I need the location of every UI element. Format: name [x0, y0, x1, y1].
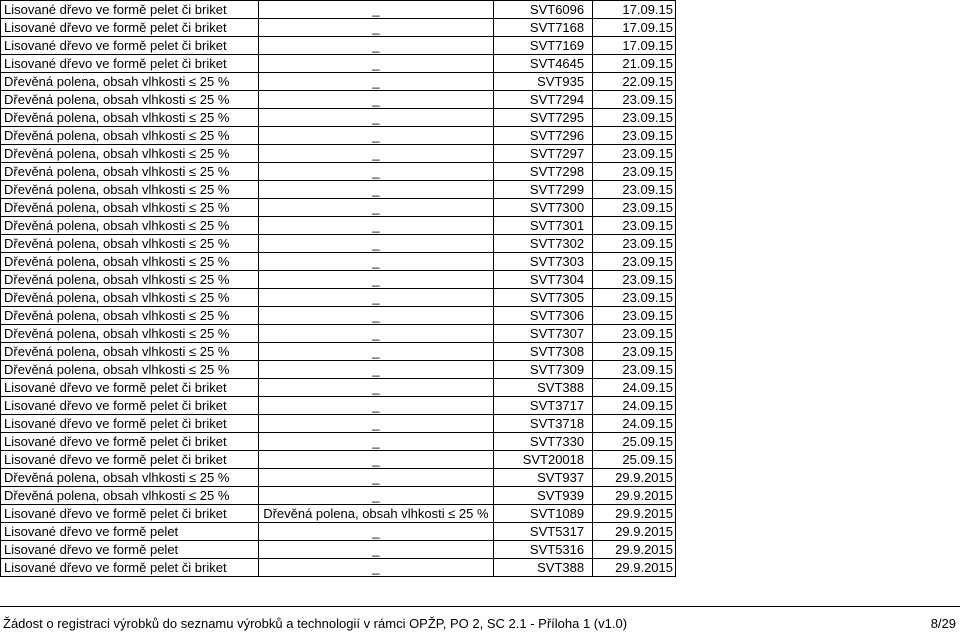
cell-svt-code: SVT3718 — [494, 415, 593, 433]
cell-secondary-type: _ — [258, 109, 493, 127]
cell-secondary-type: _ — [258, 379, 493, 397]
table-row — [1, 235, 676, 253]
table-row — [1, 523, 676, 541]
cell-product-type: Dřevěná polena, obsah vlhkosti ≤ 25 % — [1, 271, 259, 289]
table-row — [1, 199, 676, 217]
cell-secondary-type: _ — [258, 91, 493, 109]
table-row — [1, 559, 676, 577]
cell-product-type: Lisované dřevo ve formě pelet či briket — [1, 379, 259, 397]
cell-svt-code: SVT7330 — [494, 433, 593, 451]
cell-date: 23.09.15 — [593, 253, 676, 271]
cell-date: 23.09.15 — [593, 289, 676, 307]
cell-secondary-type: _ — [258, 37, 493, 55]
cell-svt-code: SVT7296 — [494, 127, 593, 145]
cell-product-type: Lisované dřevo ve formě pelet — [1, 541, 259, 559]
cell-svt-code: SVT5317 — [494, 523, 593, 541]
cell-date: 24.09.15 — [593, 379, 676, 397]
cell-date: 29.9.2015 — [593, 469, 676, 487]
cell-svt-code: SVT7304 — [494, 271, 593, 289]
cell-date: 23.09.15 — [593, 361, 676, 379]
cell-svt-code: SVT7300 — [494, 199, 593, 217]
footer-text: Žádost o registraci výrobků do seznamu výrobků a technologií v rámci OPŽP, PO 2, SC 2.1 - Příloha 1 (v1.0) — [3, 616, 628, 631]
cell-svt-code: SVT7305 — [494, 289, 593, 307]
cell-svt-code: SVT939 — [494, 487, 593, 505]
page-number: 8/29 — [930, 616, 956, 631]
cell-date: 24.09.15 — [593, 397, 676, 415]
cell-product-type: Dřevěná polena, obsah vlhkosti ≤ 25 % — [1, 253, 259, 271]
cell-secondary-type: _ — [258, 1, 493, 19]
table-row — [1, 343, 676, 361]
cell-date: 29.9.2015 — [593, 559, 676, 577]
table-row — [1, 55, 676, 73]
cell-product-type: Dřevěná polena, obsah vlhkosti ≤ 25 % — [1, 289, 259, 307]
table-row — [1, 19, 676, 37]
table-row — [1, 145, 676, 163]
table-row — [1, 415, 676, 433]
cell-svt-code: SVT20018 — [494, 451, 593, 469]
table-row — [1, 163, 676, 181]
cell-product-type: Dřevěná polena, obsah vlhkosti ≤ 25 % — [1, 361, 259, 379]
cell-svt-code: SVT3717 — [494, 397, 593, 415]
cell-svt-code: SVT388 — [494, 559, 593, 577]
cell-secondary-type: _ — [258, 55, 493, 73]
cell-svt-code: SVT7294 — [494, 91, 593, 109]
cell-product-type: Lisované dřevo ve formě pelet či briket — [1, 55, 259, 73]
cell-svt-code: SVT7297 — [494, 145, 593, 163]
cell-secondary-type: _ — [258, 235, 493, 253]
cell-product-type: Dřevěná polena, obsah vlhkosti ≤ 25 % — [1, 145, 259, 163]
cell-date: 17.09.15 — [593, 37, 676, 55]
cell-secondary-type: _ — [258, 271, 493, 289]
cell-secondary-type: _ — [258, 163, 493, 181]
table-row — [1, 37, 676, 55]
cell-secondary-type: _ — [258, 253, 493, 271]
cell-product-type: Dřevěná polena, obsah vlhkosti ≤ 25 % — [1, 91, 259, 109]
table-row — [1, 469, 676, 487]
cell-product-type: Dřevěná polena, obsah vlhkosti ≤ 25 % — [1, 235, 259, 253]
cell-secondary-type: _ — [258, 523, 493, 541]
cell-product-type: Lisované dřevo ve formě pelet či briket — [1, 19, 259, 37]
cell-date: 23.09.15 — [593, 109, 676, 127]
cell-date: 29.9.2015 — [593, 487, 676, 505]
table-row — [1, 217, 676, 235]
cell-date: 22.09.15 — [593, 73, 676, 91]
cell-secondary-type: _ — [258, 433, 493, 451]
table-row — [1, 361, 676, 379]
cell-product-type: Dřevěná polena, obsah vlhkosti ≤ 25 % — [1, 325, 259, 343]
cell-date: 23.09.15 — [593, 145, 676, 163]
table-row — [1, 181, 676, 199]
cell-svt-code: SVT7295 — [494, 109, 593, 127]
cell-date: 23.09.15 — [593, 91, 676, 109]
cell-secondary-type: _ — [258, 145, 493, 163]
cell-svt-code: SVT7306 — [494, 307, 593, 325]
cell-svt-code: SVT937 — [494, 469, 593, 487]
cell-date: 24.09.15 — [593, 415, 676, 433]
cell-date: 23.09.15 — [593, 181, 676, 199]
cell-product-type: Lisované dřevo ve formě pelet — [1, 523, 259, 541]
cell-product-type: Dřevěná polena, obsah vlhkosti ≤ 25 % — [1, 163, 259, 181]
cell-svt-code: SVT7307 — [494, 325, 593, 343]
cell-secondary-type: _ — [258, 487, 493, 505]
cell-date: 23.09.15 — [593, 127, 676, 145]
table-row — [1, 271, 676, 289]
cell-svt-code: SVT7169 — [494, 37, 593, 55]
cell-date: 23.09.15 — [593, 163, 676, 181]
table-row — [1, 307, 676, 325]
cell-product-type: Dřevěná polena, obsah vlhkosti ≤ 25 % — [1, 73, 259, 91]
cell-secondary-type: _ — [258, 289, 493, 307]
table-row — [1, 109, 676, 127]
cell-date: 23.09.15 — [593, 235, 676, 253]
table-row — [1, 73, 676, 91]
cell-product-type: Lisované dřevo ve formě pelet či briket — [1, 37, 259, 55]
table-row — [1, 433, 676, 451]
cell-svt-code: SVT7168 — [494, 19, 593, 37]
cell-svt-code: SVT7309 — [494, 361, 593, 379]
cell-product-type: Dřevěná polena, obsah vlhkosti ≤ 25 % — [1, 199, 259, 217]
cell-secondary-type: _ — [258, 217, 493, 235]
cell-secondary-type: _ — [258, 199, 493, 217]
cell-product-type: Lisované dřevo ve formě pelet či briket — [1, 451, 259, 469]
cell-product-type: Dřevěná polena, obsah vlhkosti ≤ 25 % — [1, 109, 259, 127]
cell-product-type: Dřevěná polena, obsah vlhkosti ≤ 25 % — [1, 217, 259, 235]
cell-date: 29.9.2015 — [593, 541, 676, 559]
cell-product-type: Lisované dřevo ve formě pelet či briket — [1, 559, 259, 577]
cell-product-type: Lisované dřevo ve formě pelet či briket — [1, 415, 259, 433]
cell-product-type: Dřevěná polena, obsah vlhkosti ≤ 25 % — [1, 307, 259, 325]
cell-product-type: Dřevěná polena, obsah vlhkosti ≤ 25 % — [1, 469, 259, 487]
cell-date: 23.09.15 — [593, 217, 676, 235]
cell-product-type: Lisované dřevo ve formě pelet či briket — [1, 433, 259, 451]
cell-secondary-type: _ — [258, 451, 493, 469]
table-row — [1, 379, 676, 397]
cell-svt-code: SVT935 — [494, 73, 593, 91]
cell-date: 23.09.15 — [593, 307, 676, 325]
cell-secondary-type: _ — [258, 397, 493, 415]
table-row — [1, 253, 676, 271]
cell-secondary-type: _ — [258, 73, 493, 91]
cell-product-type: Dřevěná polena, obsah vlhkosti ≤ 25 % — [1, 181, 259, 199]
cell-secondary-type: _ — [258, 181, 493, 199]
table-row — [1, 325, 676, 343]
cell-date: 17.09.15 — [593, 1, 676, 19]
cell-secondary-type: Dřevěná polena, obsah vlhkosti ≤ 25 % — [258, 505, 493, 523]
table-body — [1, 1, 676, 577]
footer-divider — [0, 606, 960, 607]
cell-date: 29.9.2015 — [593, 523, 676, 541]
cell-svt-code: SVT7299 — [494, 181, 593, 199]
cell-date: 25.09.15 — [593, 451, 676, 469]
cell-product-type: Dřevěná polena, obsah vlhkosti ≤ 25 % — [1, 127, 259, 145]
cell-date: 23.09.15 — [593, 325, 676, 343]
cell-product-type: Lisované dřevo ve formě pelet či briket — [1, 1, 259, 19]
table-row — [1, 487, 676, 505]
cell-svt-code: SVT4645 — [494, 55, 593, 73]
cell-svt-code: SVT388 — [494, 379, 593, 397]
cell-secondary-type: _ — [258, 343, 493, 361]
cell-secondary-type: _ — [258, 307, 493, 325]
table-row — [1, 397, 676, 415]
cell-secondary-type: _ — [258, 415, 493, 433]
cell-svt-code: SVT7303 — [494, 253, 593, 271]
cell-product-type: Lisované dřevo ve formě pelet či briket — [1, 397, 259, 415]
cell-secondary-type: _ — [258, 19, 493, 37]
cell-date: 23.09.15 — [593, 271, 676, 289]
cell-date: 21.09.15 — [593, 55, 676, 73]
cell-date: 17.09.15 — [593, 19, 676, 37]
cell-svt-code: SVT5316 — [494, 541, 593, 559]
cell-date: 29.9.2015 — [593, 505, 676, 523]
cell-secondary-type: _ — [258, 127, 493, 145]
cell-svt-code: SVT7301 — [494, 217, 593, 235]
cell-secondary-type: _ — [258, 361, 493, 379]
cell-date: 23.09.15 — [593, 199, 676, 217]
cell-product-type: Dřevěná polena, obsah vlhkosti ≤ 25 % — [1, 487, 259, 505]
cell-svt-code: SVT7302 — [494, 235, 593, 253]
table-row — [1, 451, 676, 469]
cell-svt-code: SVT7308 — [494, 343, 593, 361]
cell-secondary-type: _ — [258, 559, 493, 577]
table-row — [1, 127, 676, 145]
cell-svt-code: SVT6096 — [494, 1, 593, 19]
table-row — [1, 289, 676, 307]
table-row — [1, 1, 676, 19]
cell-product-type: Dřevěná polena, obsah vlhkosti ≤ 25 % — [1, 343, 259, 361]
table-row — [1, 91, 676, 109]
table-row — [1, 541, 676, 559]
cell-secondary-type: _ — [258, 469, 493, 487]
cell-svt-code: SVT7298 — [494, 163, 593, 181]
table-row — [1, 505, 676, 523]
cell-date: 25.09.15 — [593, 433, 676, 451]
cell-date: 23.09.15 — [593, 343, 676, 361]
cell-secondary-type: _ — [258, 325, 493, 343]
cell-svt-code: SVT1089 — [494, 505, 593, 523]
cell-secondary-type: _ — [258, 541, 493, 559]
cell-product-type: Lisované dřevo ve formě pelet či briket — [1, 505, 259, 523]
